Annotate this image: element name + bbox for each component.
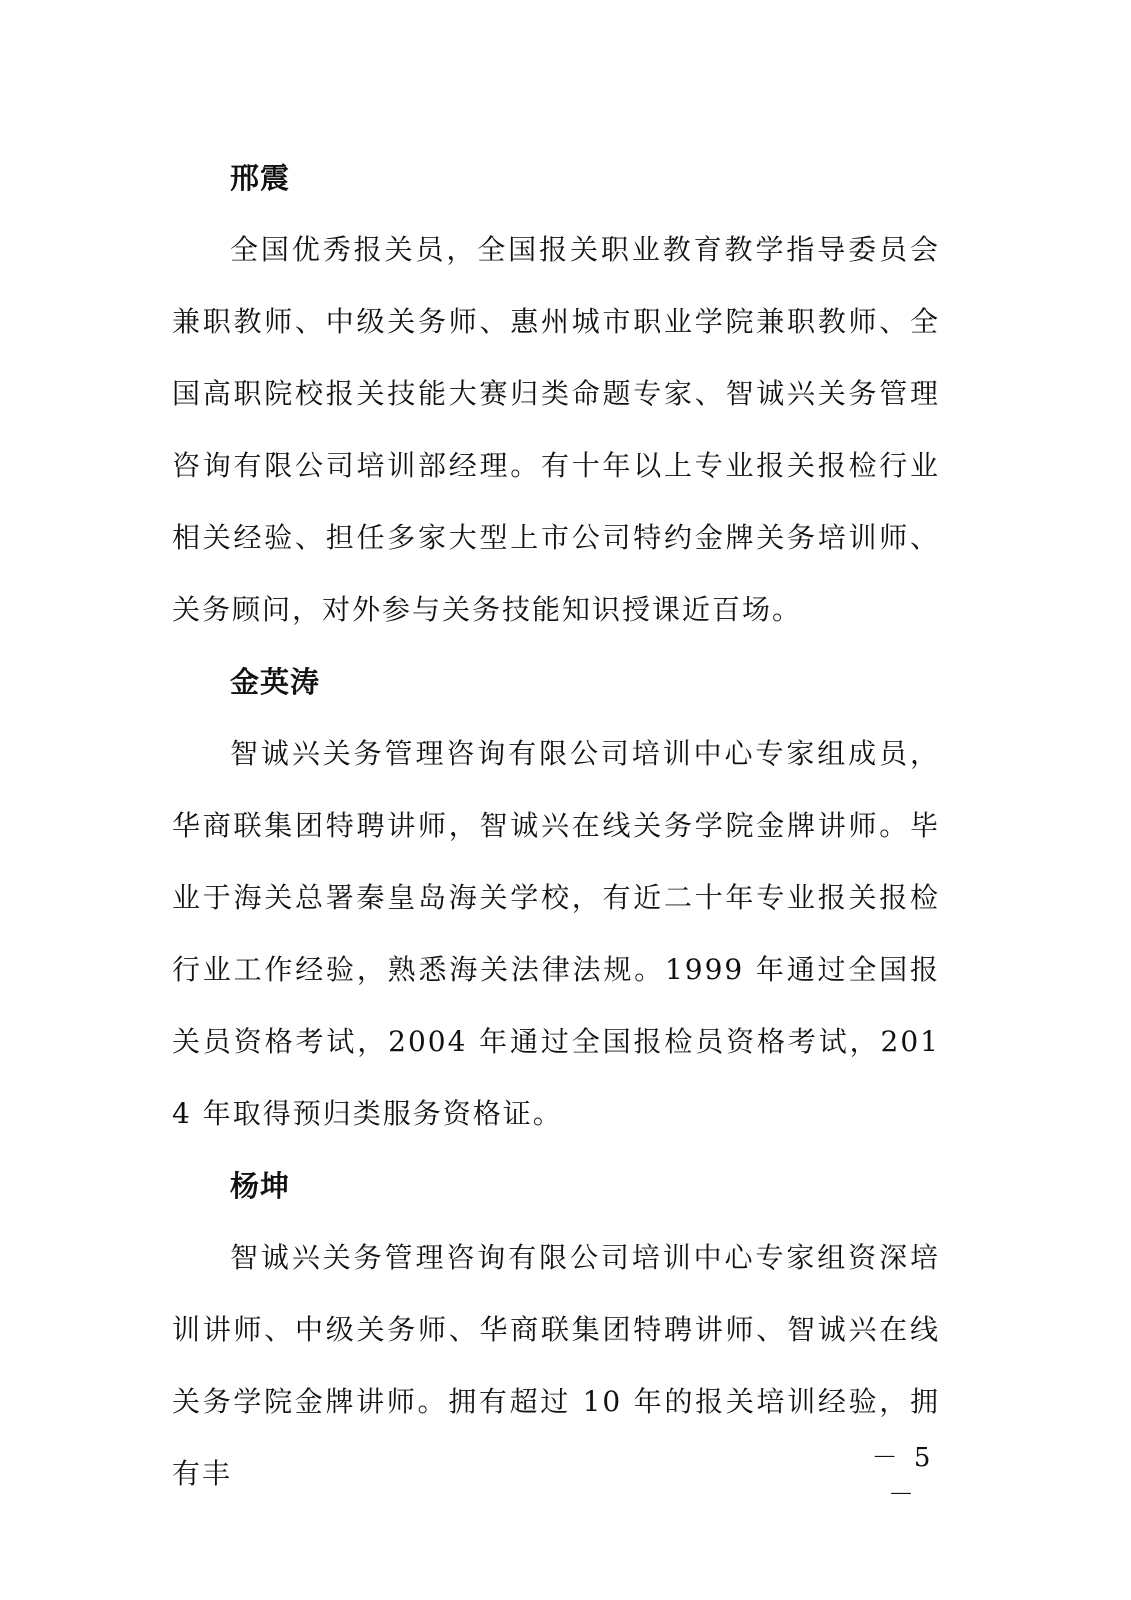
person-bio-paragraph: 全国优秀报关员，全国报关职业教育教学指导委员会兼职教师、中级关务师、惠州城市职业学院兼职教师、全国高职院校报关技能大赛归类命题专家、智诚兴关务管理咨询有限公司培训部经理。有十年以上专业报关报检行业相关经验、担任多家大型上市公司特约金牌关务培训师、关务顾问，对外参与关务技能知识授课近百场。	[172, 233, 940, 626]
person-name-heading: 杨坤	[230, 1169, 291, 1203]
person-name-heading: 金英涛	[230, 665, 321, 699]
person-bio-paragraph: 智诚兴关务管理咨询有限公司培训中心专家组成员，华商联集团特聘讲师，智诚兴在线关务学院金牌讲师。毕业于海关总署秦皇岛海关学校，有近二十年专业报关报检行业工作经验，熟悉海关法律法规。1999 年通过全国报关员资格考试，2004 年通过全国报检员资格考试，2014 年取得预归类服务资格证。	[172, 737, 940, 1130]
person-bio-paragraph: 智诚兴关务管理咨询有限公司培训中心专家组资深培训讲师、中级关务师、华商联集团特聘讲师、智诚兴在线关务学院金牌讲师。拥有超过 10 年的报关培训经验，拥有丰	[172, 1241, 940, 1490]
person-name-heading: 邢震	[230, 161, 291, 195]
page-number: － 5 －	[871, 1443, 935, 1510]
document-body	[172, 142, 940, 1510]
